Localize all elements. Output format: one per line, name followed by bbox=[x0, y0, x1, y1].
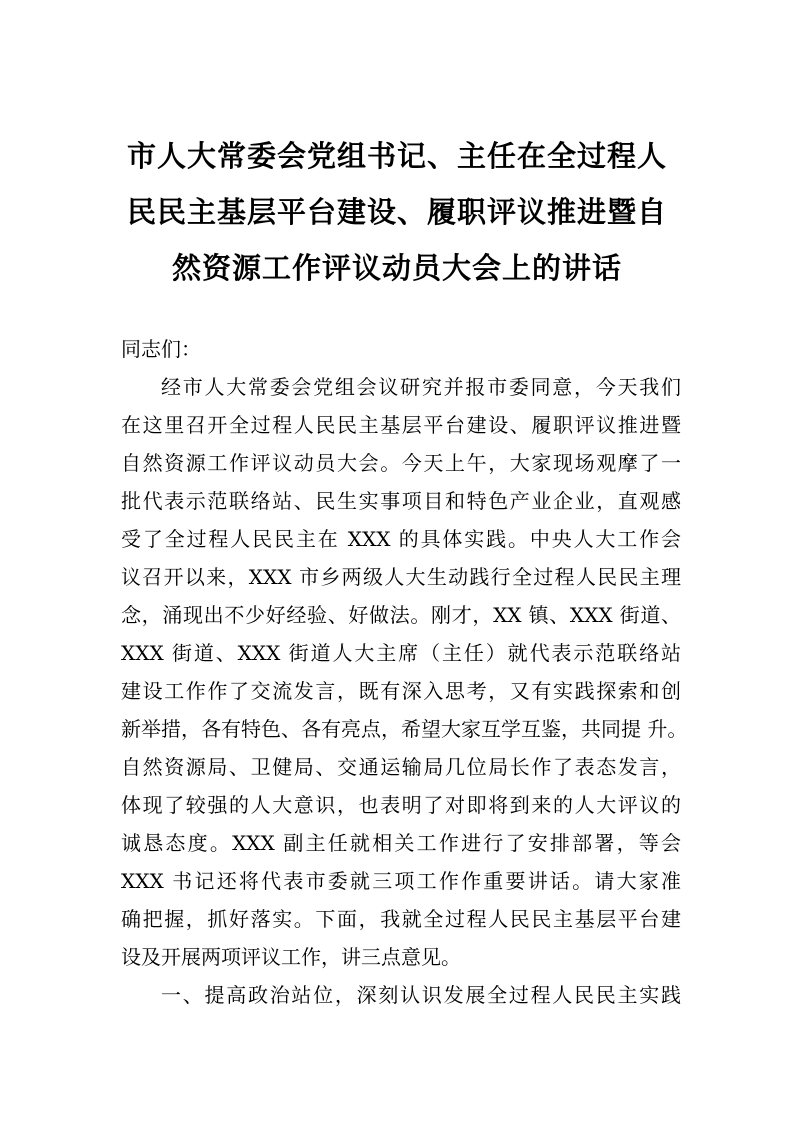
body-line: 自然资源局、卫健局、交通运输局几位局长作了表态发言， bbox=[121, 755, 681, 779]
body-line: 议召开以来，XXX 市乡两级人大生动践行全过程人民民主理 bbox=[121, 565, 681, 589]
document-title bbox=[100, 128, 694, 296]
body-line: 在这里召开全过程人民民主基层平台建设、履职评议推进暨 bbox=[121, 413, 681, 437]
body-line: 新举措，各有特色、各有亮点，希望大家互学互鉴，共同提 升。 bbox=[121, 717, 688, 741]
body-line: 建设工作作了交流发言，既有深入思考，又有实践探索和创 bbox=[121, 679, 681, 703]
body-line: XXX 书记还将代表市委就三项工作作重要讲话。请大家准 bbox=[121, 869, 681, 893]
body-line: 体现了较强的人大意识，也表明了对即将到来的人大评议的 bbox=[121, 793, 681, 817]
body-line: 确把握，抓好落实。下面，我就全过程人民民主基层平台建 bbox=[121, 907, 681, 931]
body-line: 受了全过程人民民主在 XXX 的具体实践。中央人大工作会 bbox=[121, 527, 681, 551]
section-heading-1: 一、提高政治站位，深刻认识发展全过程人民民主实践 bbox=[161, 983, 681, 1007]
body-line: 批代表示范联络站、民生实事项目和特色产业企业，直观感 bbox=[121, 489, 681, 513]
body-line: 念，涌现出不少好经验、好做法。刚才，XX 镇、XXX 街道、 bbox=[121, 603, 681, 627]
title-line-2: 民民主基层平台建设、履职评议推进暨自 bbox=[126, 195, 667, 229]
salutation: 同志们： bbox=[121, 337, 201, 361]
body-line: 诚恳态度。XXX 副主任就相关工作进行了安排部署，等会 bbox=[121, 831, 681, 855]
body-line: 设及开展两项评议工作，讲三点意见。 bbox=[121, 945, 461, 969]
body-line: 自然资源工作评议动员大会。今天上午，大家现场观摩了一 bbox=[121, 451, 681, 475]
title-line-1: 市人大常委会党组书记、主任在全过程人 bbox=[126, 139, 667, 173]
body-line: XXX 街道、XXX 街道人大主席（主任）就代表示范联络站 bbox=[121, 641, 681, 665]
title-line-3: 然资源工作评议动员大会上的讲话 bbox=[171, 251, 622, 285]
document-body bbox=[121, 330, 688, 1014]
body-line: 经市人大常委会党组会议研究并报市委同意，今天我们 bbox=[161, 375, 681, 399]
